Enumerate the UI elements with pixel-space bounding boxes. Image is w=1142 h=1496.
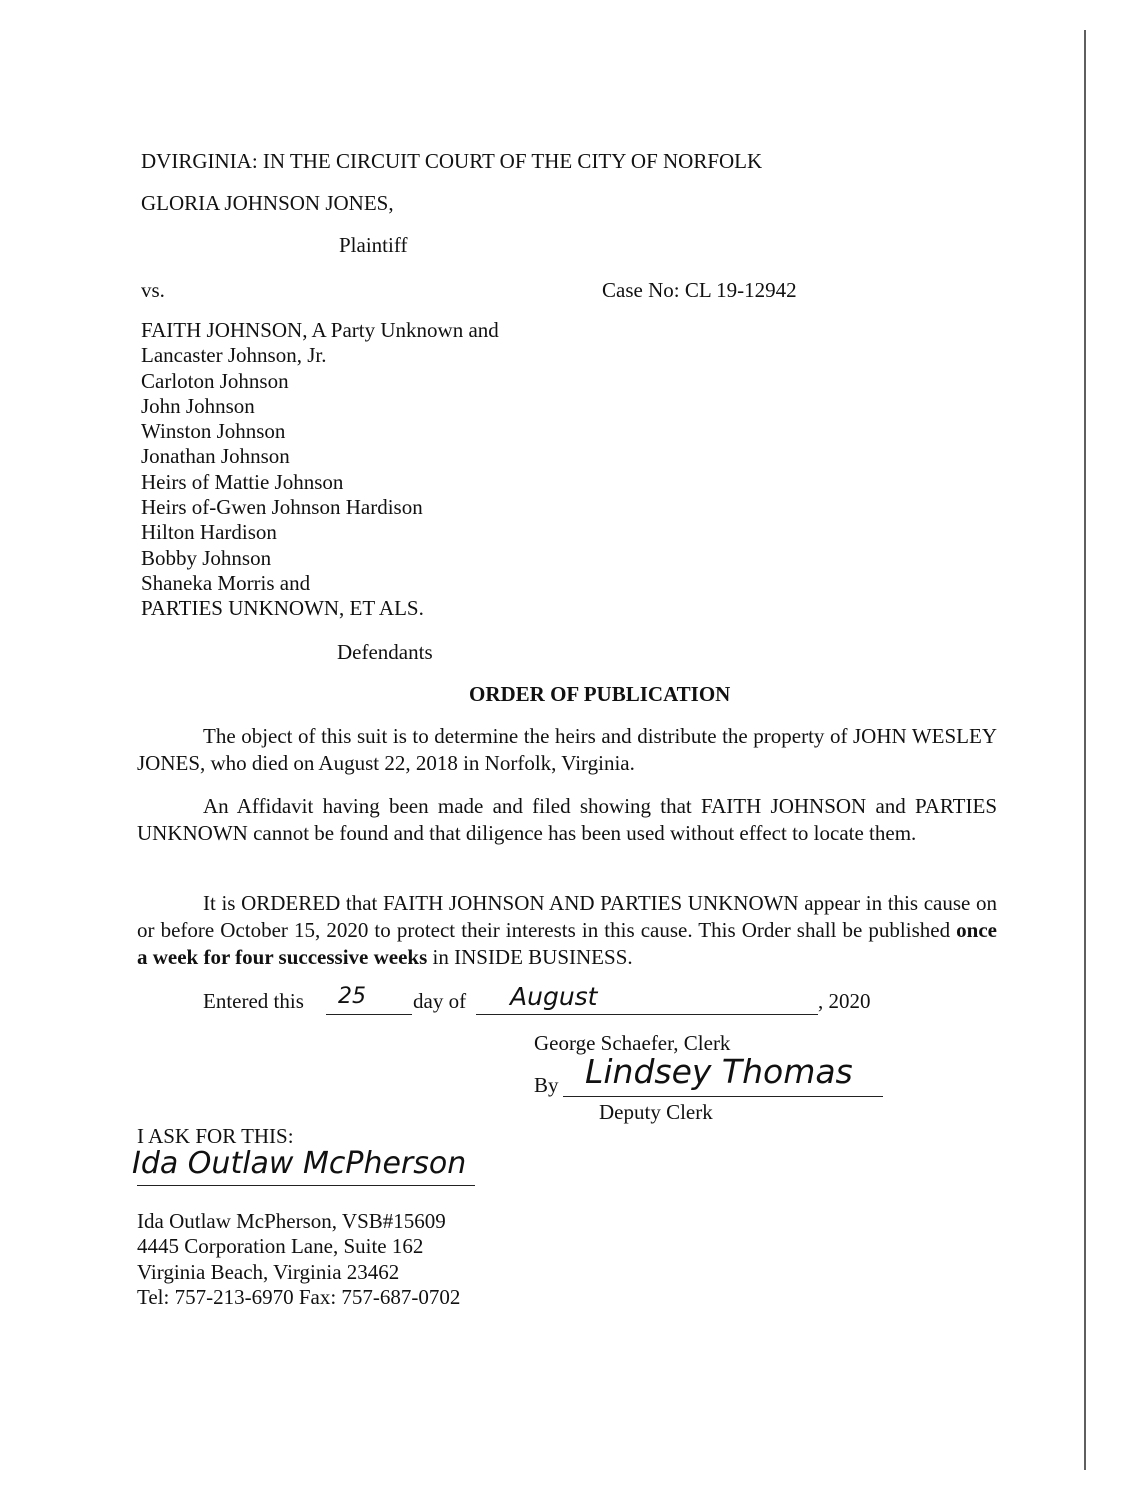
attorney-name-line: Ida Outlaw McPherson, VSB#15609 (137, 1209, 446, 1233)
entered-year: , 2020 (818, 989, 871, 1013)
defendants-list (141, 318, 499, 622)
ordered-text-start: It is ORDERED that FAITH JOHNSON AND PARTIES UNKNOWN appear in this cause on or before October 15, 2020 to protect their interests in this cause. This Order shall be published (137, 891, 997, 942)
defendant-item: Heirs of-Gwen Johnson Hardison (141, 495, 423, 520)
by-label: By (534, 1073, 559, 1097)
entered-day: 25 (338, 984, 366, 1009)
defendant-item: Winston Johnson (141, 419, 286, 444)
defendant-item: Lancaster Johnson, Jr. (141, 343, 327, 368)
defendants-label: Defendants (337, 640, 433, 664)
versus-label: vs. (141, 278, 165, 302)
defendant-item: Jonathan Johnson (141, 444, 290, 469)
clerk-name: George Schaefer, Clerk (534, 1031, 731, 1055)
defendant-item: Heirs of Mattie Johnson (141, 469, 344, 494)
defendant-item: FAITH JOHNSON, A Party Unknown and (141, 318, 499, 342)
attorney-address-line: 4445 Corporation Lane, Suite 162 (137, 1234, 424, 1259)
day-underline (326, 1014, 412, 1015)
clerk-signature-line (563, 1096, 883, 1097)
entered-month: August (510, 982, 598, 1011)
clerk-signature: Lindsey Thomas (585, 1052, 853, 1091)
deputy-clerk-label: Deputy Clerk (599, 1100, 713, 1124)
paragraph-affidavit: An Affidavit having been made and filed showing that FAITH JOHNSON and PARTIES UNKNOWN cannot be found and that diligence has been used without effect to locate them. (137, 794, 997, 845)
case-number: Case No: CL 19-12942 (602, 278, 797, 302)
attorney-city-line: Virginia Beach, Virginia 23462 (137, 1259, 400, 1284)
defendant-item: John Johnson (141, 393, 255, 418)
ordered-text-end: in INSIDE BUSINESS. (427, 945, 633, 969)
paragraph-object: The object of this suit is to determine the heirs and distribute the property of JOHN WESLEY JONES, who died on August 22, 2018 in Norfolk, Virginia. (137, 724, 997, 775)
attorney-phone-line: Tel: 757-213-6970 Fax: 757-687-0702 (137, 1284, 461, 1309)
plaintiff-label: Plaintiff (339, 233, 408, 257)
scan-edge-line (1084, 30, 1086, 1470)
entered-day-of: day of (413, 989, 467, 1013)
defendant-item: Shaneka Morris and (141, 570, 311, 595)
attorney-signature: Ida Outlaw McPherson (132, 1146, 467, 1181)
plaintiff-name: GLORIA JOHNSON JONES, (141, 191, 394, 215)
entered-prefix: Entered this (203, 989, 304, 1013)
court-header: DVIRGINIA: IN THE CIRCUIT COURT OF THE CITY OF NORFOLK (141, 149, 763, 173)
paragraph-ordered (137, 890, 997, 971)
defendant-item: Carloton Johnson (141, 368, 289, 393)
attorney-block (137, 1209, 460, 1310)
ordered-text-bold: once a week for four successive weeks (137, 918, 997, 969)
defendant-item: PARTIES UNKNOWN, ET ALS. (141, 596, 424, 621)
defendant-item: Hilton Hardison (141, 520, 277, 545)
month-underline (476, 1014, 818, 1015)
order-title: ORDER OF PUBLICATION (469, 682, 731, 706)
defendant-item: Bobby Johnson (141, 545, 272, 570)
ask-for-this-label: I ASK FOR THIS: (137, 1124, 294, 1148)
attorney-signature-line (137, 1185, 475, 1186)
